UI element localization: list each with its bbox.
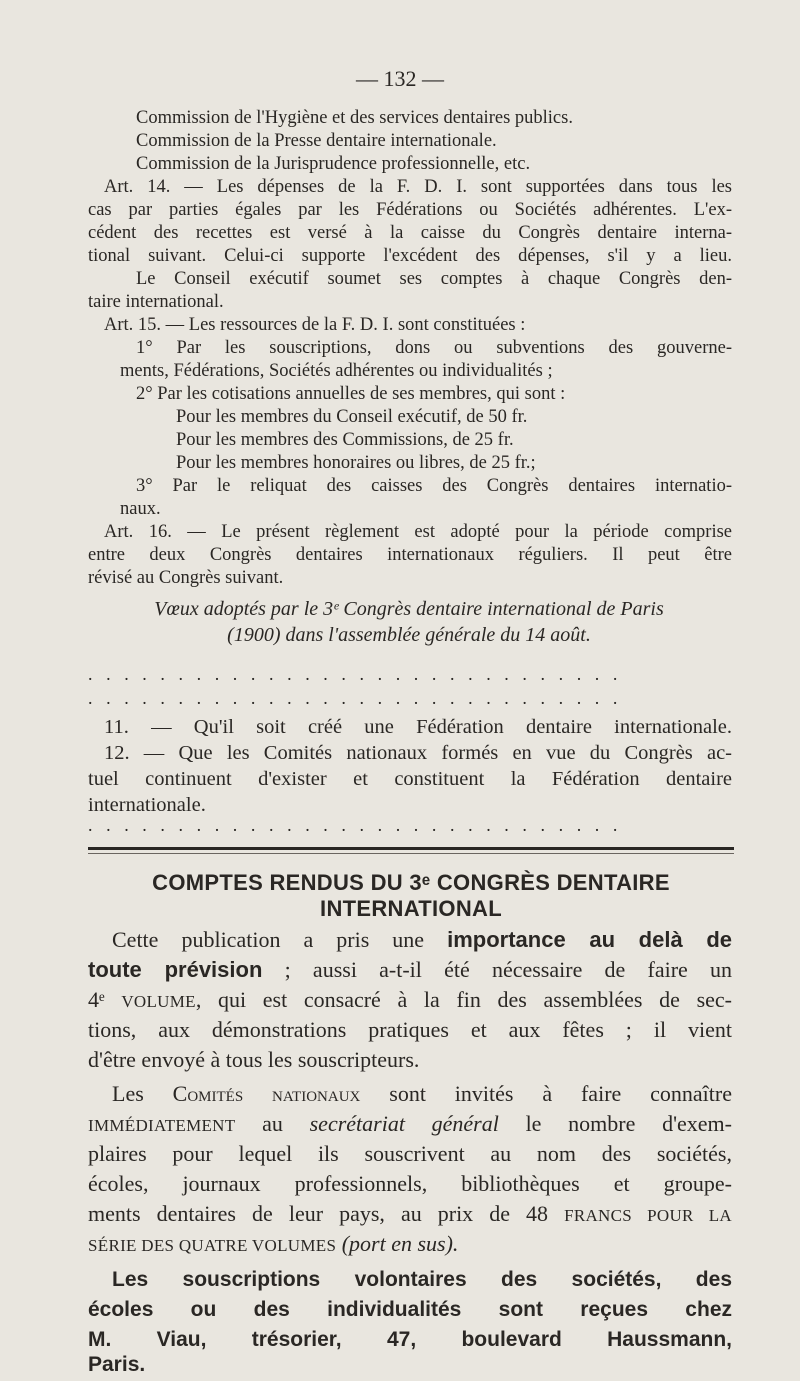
para2-line-2 <box>88 1109 732 1142</box>
para2-l5-a: ments dentaires de leur pays, au prix de 48 <box>88 1201 565 1226</box>
text-line-18: naux. <box>120 499 161 519</box>
para2-l6-sc: SÉRIE DES QUATRE VOLUMES <box>88 1236 337 1255</box>
text-line-2: Commission de la Presse dentaire internationale. <box>136 131 497 151</box>
para1-line-1 <box>112 925 732 956</box>
ellipsis-row-1: .............................. <box>88 664 631 684</box>
page-number: — 132 — <box>356 66 444 91</box>
text-line-13: 2° Par les cotisations annuelles de ses membres, qui sont : <box>136 384 566 404</box>
para3-line-3: M. Viau, trésorier, 47, boulevard Haussmann, <box>88 1328 732 1351</box>
text-line-21: révisé au Congrès suivant. <box>88 568 284 588</box>
para2-line-4: écoles, journaux professionnels, bibliothèques et groupe- <box>88 1171 732 1196</box>
para1-intro: Cette publication a pris une <box>112 927 448 952</box>
para1-emphasis-1: importance au delà de <box>447 927 732 952</box>
ellipsis-row-3: .............................. <box>88 815 631 835</box>
text-line-3: Commission de la Jurisprudence professionnelle, etc. <box>136 154 531 174</box>
para1-line-5: d'être envoyé à tous les souscripteurs. <box>88 1047 420 1072</box>
text-line-16: Pour les membres honoraires ou libres, de 25 fr.; <box>176 453 536 473</box>
voeux-title-line-1: Vœux adoptés par le 3ᵉ Congrès dentaire international de Paris <box>154 598 664 620</box>
section-rule-thin <box>88 853 734 854</box>
text-line-5: cas par parties égales par les Fédérations ou Sociétés adhérentes. L'ex- <box>88 200 732 220</box>
text-line-12: ments, Fédérations, Sociétés adhérentes ou individualités ; <box>120 361 553 381</box>
para2-l2-b: le nombre d'exem- <box>498 1111 732 1136</box>
resolution-line-2: 12. — Que les Comités nationaux formés en vue du Congrès ac- <box>104 742 732 764</box>
para2-line-5 <box>88 1199 732 1232</box>
text-line-19: Art. 16. — Le présent règlement est adopté pour la période comprise <box>104 522 732 542</box>
para3-line-2: écoles ou des individualités sont reçues chez <box>88 1298 732 1321</box>
text-line-10: Art. 15. — Les ressources de la F. D. I. sont constituées : <box>104 315 526 335</box>
para1-line3-b: , qui est consacré à la fin des assemblées de sec- <box>195 987 733 1012</box>
para2-line-1 <box>112 1079 732 1110</box>
para2-l5-sc: FRANCS POUR LA <box>564 1206 733 1225</box>
text-line-14: Pour les membres du Conseil exécutif, de 50 fr. <box>176 407 528 427</box>
voeux-title-line-2: (1900) dans l'assemblée générale du 14 août. <box>227 624 591 646</box>
para2-l6-italic: (port en sus). <box>336 1231 459 1256</box>
text-line-20: entre deux Congrès dentaires internationaux réguliers. Il peut être <box>88 545 732 565</box>
para2-line-6 <box>88 1229 732 1262</box>
section-rule <box>88 847 734 850</box>
section-heading-line-2: INTERNATIONAL <box>320 896 502 921</box>
para2-l2-italic: secrétariat général <box>309 1111 499 1136</box>
resolution-line-1: 11. — Qu'il soit créé une Fédération dentaire internationale. <box>104 716 732 738</box>
para3-line-4: Paris. <box>88 1353 146 1376</box>
resolution-line-4: internationale. <box>88 794 206 816</box>
text-line-17: 3° Par le reliquat des caisses des Congrès dentaires internatio- <box>136 476 732 496</box>
para2-l1-a: Les <box>112 1081 173 1106</box>
para1-rest-2: ; aussi a-t-il été nécessaire de faire un <box>262 957 733 982</box>
para1-line3-a: 4ᵉ <box>88 987 122 1012</box>
text-line-1: Commission de l'Hygiène et des services dentaires publics. <box>136 108 573 128</box>
text-line-11: 1° Par les souscriptions, dons ou subventions des gouverne- <box>136 338 732 358</box>
text-line-7: tional suivant. Celui-ci supporte l'excédent des dépenses, s'il y a lieu. <box>88 246 732 266</box>
para1-line-4: tions, aux démonstrations pratiques et aux fêtes ; il vient <box>88 1017 732 1042</box>
ellipsis-row-2: .............................. <box>88 688 631 708</box>
text-line-6: cédent des recettes est versé à la caisse du Congrès dentaire interna- <box>88 223 732 243</box>
text-line-8: Le Conseil exécutif soumet ses comptes à chaque Congrès den- <box>136 269 732 289</box>
para3-line-1: Les souscriptions volontaires des sociétés, des <box>112 1268 732 1291</box>
para1-line3-volume: VOLUME <box>121 992 196 1011</box>
para1-line-3 <box>88 985 732 1018</box>
section-heading-line-1: COMPTES RENDUS DU 3ᵉ CONGRÈS DENTAIRE <box>152 870 670 895</box>
para1-line-2 <box>88 955 732 986</box>
para2-l2-sc: IMMÉDIATEMENT <box>88 1116 236 1135</box>
resolution-line-3: tuel continuent d'exister et constituent la Fédération dentaire <box>88 768 732 790</box>
text-line-15: Pour les membres des Commissions, de 25 fr. <box>176 430 514 450</box>
para1-emphasis-2: toute prévision <box>88 957 263 982</box>
para2-l2-a: au <box>235 1111 310 1136</box>
text-line-4: Art. 14. — Les dépenses de la F. D. I. sont supportées dans tous les <box>104 177 732 197</box>
text-line-9: taire international. <box>88 292 224 312</box>
para2-line-3: plaires pour lequel ils souscrivent au nom des sociétés, <box>88 1141 732 1166</box>
para2-l1-sc: Comités nationaux <box>172 1081 361 1106</box>
para2-l1-b: sont invités à faire connaître <box>360 1081 733 1106</box>
